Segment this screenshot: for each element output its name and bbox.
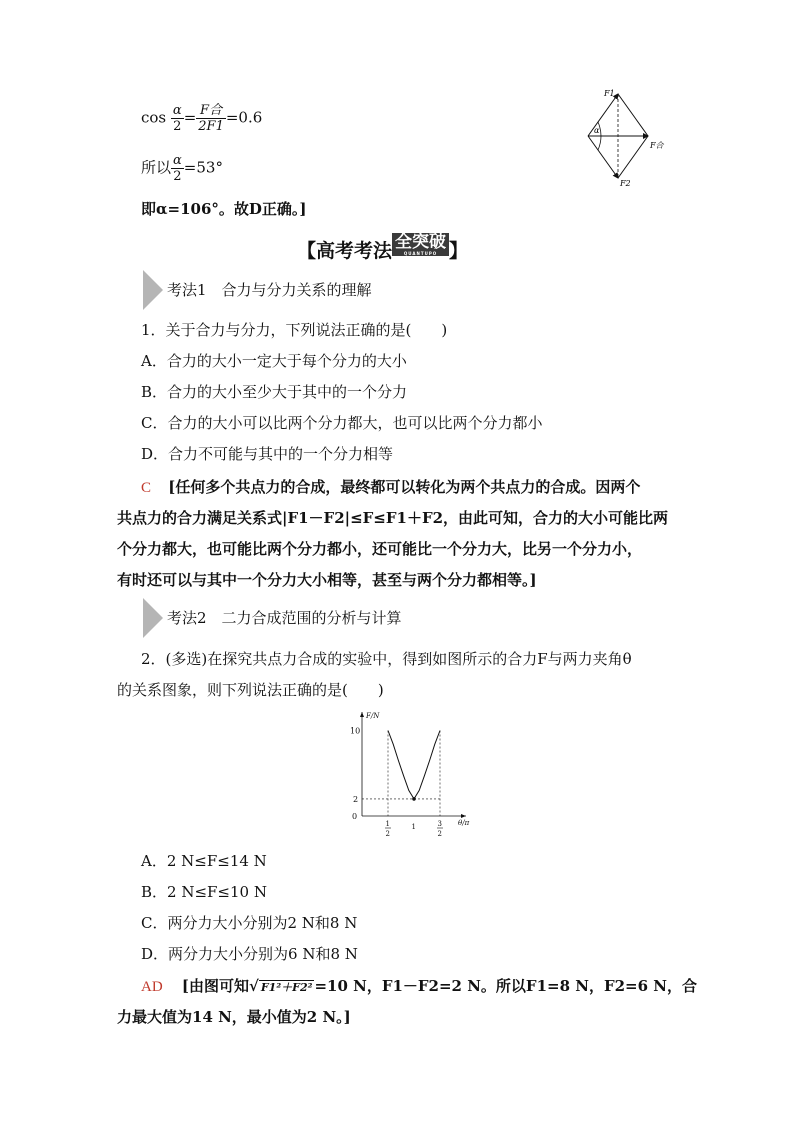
- q2-option-a: A．2 N≤F≤14 N: [141, 852, 267, 870]
- section1-heading: 考法1 合力与分力关系的理解: [143, 270, 703, 310]
- q1-explanation-line1: C [任何多个共点力的合成，最终都可以转化为两个共点力的合成。因两个: [141, 478, 641, 496]
- y-tick-label-2: 2: [353, 794, 359, 804]
- banner-badge-sub: QUANTUPO: [403, 251, 438, 256]
- q2-option-c: C．两分力大小分别为2 N和8 N: [141, 914, 358, 932]
- q2-option-d: D．两分力大小分别为6 N和8 N: [141, 945, 358, 963]
- x-axis-arrow: [461, 814, 466, 818]
- q1-option-d: D．合力不可能与其中的一个分力相等: [141, 445, 394, 463]
- q1-option-b: B．合力的大小至少大于其中的一个分力: [141, 383, 408, 401]
- fraction-alpha-over-2-b: $\frac{\alpha}{2}$: [173, 153, 182, 184]
- x-tick-den-0: 2: [385, 830, 390, 838]
- sqrt-expression: F1²＋F2²: [260, 981, 313, 994]
- fraction-alpha-over-2: $\frac{\alpha}{2}$: [172, 103, 182, 134]
- question2-line1: 2．(多选)在探究共点力合成的实验中，得到如图所示的合力F与两力夹角θ: [141, 650, 632, 668]
- q1-answer: C: [141, 480, 152, 496]
- question2-line2: 的关系图象，则下列说法正确的是( ): [117, 681, 384, 699]
- x-tick-label-1: 1: [411, 823, 416, 831]
- q1-option-c: C．合力的大小可以比两个分力都大，也可以比两个分力都小: [141, 414, 543, 432]
- q1-option-a: A．合力的大小一定大于每个分力的大小: [141, 352, 407, 370]
- cos-text: cos: [141, 108, 167, 127]
- q2-explanation-line1: AD [由图可知√ F1²＋F2² =10 N，F1－F2=2 N。所以F1=8 N，F2=6 N，合: [141, 977, 697, 995]
- section2-heading: 考法2 二力合成范围的分析与计算: [143, 598, 703, 638]
- label-f2: F2: [620, 179, 631, 188]
- force-angle-chart: [340, 708, 480, 840]
- force-parallelogram-figure: [584, 86, 670, 190]
- fraction-fhe-over-2f1: $\frac{\text{F合}}{2F1}$: [198, 103, 224, 134]
- f1-vector: [588, 94, 618, 136]
- f2-vector: [588, 136, 618, 178]
- label-fhe: F合: [650, 141, 664, 150]
- q1-explanation-line2: 共点力的合力满足关系式|F1－F2|≤F≤F1＋F2，由此可知，合力的大小可能比两: [117, 509, 669, 527]
- parallelogram-side-a: [618, 94, 648, 136]
- heading-arrow-icon: [143, 270, 163, 310]
- y-tick-label-10: 10: [350, 726, 361, 736]
- label-f1: F1: [604, 89, 615, 98]
- q2-answer: AD: [141, 979, 163, 995]
- x-tick-num-2: 3: [437, 820, 442, 828]
- banner-title: 高考考法: [316, 240, 393, 262]
- sqrt-symbol: √: [249, 977, 259, 995]
- x-tick-num-0: 1: [385, 820, 390, 828]
- q2-option-b: B．2 N≤F≤10 N: [141, 883, 267, 901]
- heading-arrow-icon-2: [143, 598, 163, 638]
- banner-badge: 全突破 QUANTUPO: [392, 233, 449, 256]
- origin-label: 0: [352, 812, 358, 821]
- intro-conclusion: 即α=106°。故D正确。]: [141, 200, 307, 218]
- label-alpha: α: [594, 126, 600, 135]
- q1-explanation-line3: 个分力都大，也可能比两个分力都小，还可能比一个分力大，比另一个分力小，: [117, 540, 643, 558]
- x-tick-den-2: 2: [437, 830, 442, 838]
- section-banner: 【高考考法 全突破 QUANTUPO 】: [297, 232, 469, 262]
- intro-line-angle: 所以 $\frac{\alpha}{2}$ =53°: [141, 153, 223, 184]
- intro-line-cos: cos $\frac{\alpha}{2}$ = $\frac{\text{F合}}{2F1}$ =0.6: [141, 103, 263, 134]
- parallelogram-side-b: [618, 136, 648, 178]
- series-curve: [388, 731, 440, 799]
- q2-explanation-line2: 力最大值为14 N，最小值为2 N。]: [117, 1008, 351, 1026]
- q1-explanation-line4: 有时还可以与其中一个分力大小相等，甚至与两个分力都相等。]: [117, 571, 537, 589]
- y-axis-arrow: [360, 712, 364, 717]
- x-axis-label: θ/π: [458, 819, 470, 827]
- minimum-point: [412, 797, 416, 801]
- question1: 1．关于合力与分力，下列说法正确的是( ): [141, 321, 448, 339]
- y-axis-label: F/N: [366, 712, 380, 720]
